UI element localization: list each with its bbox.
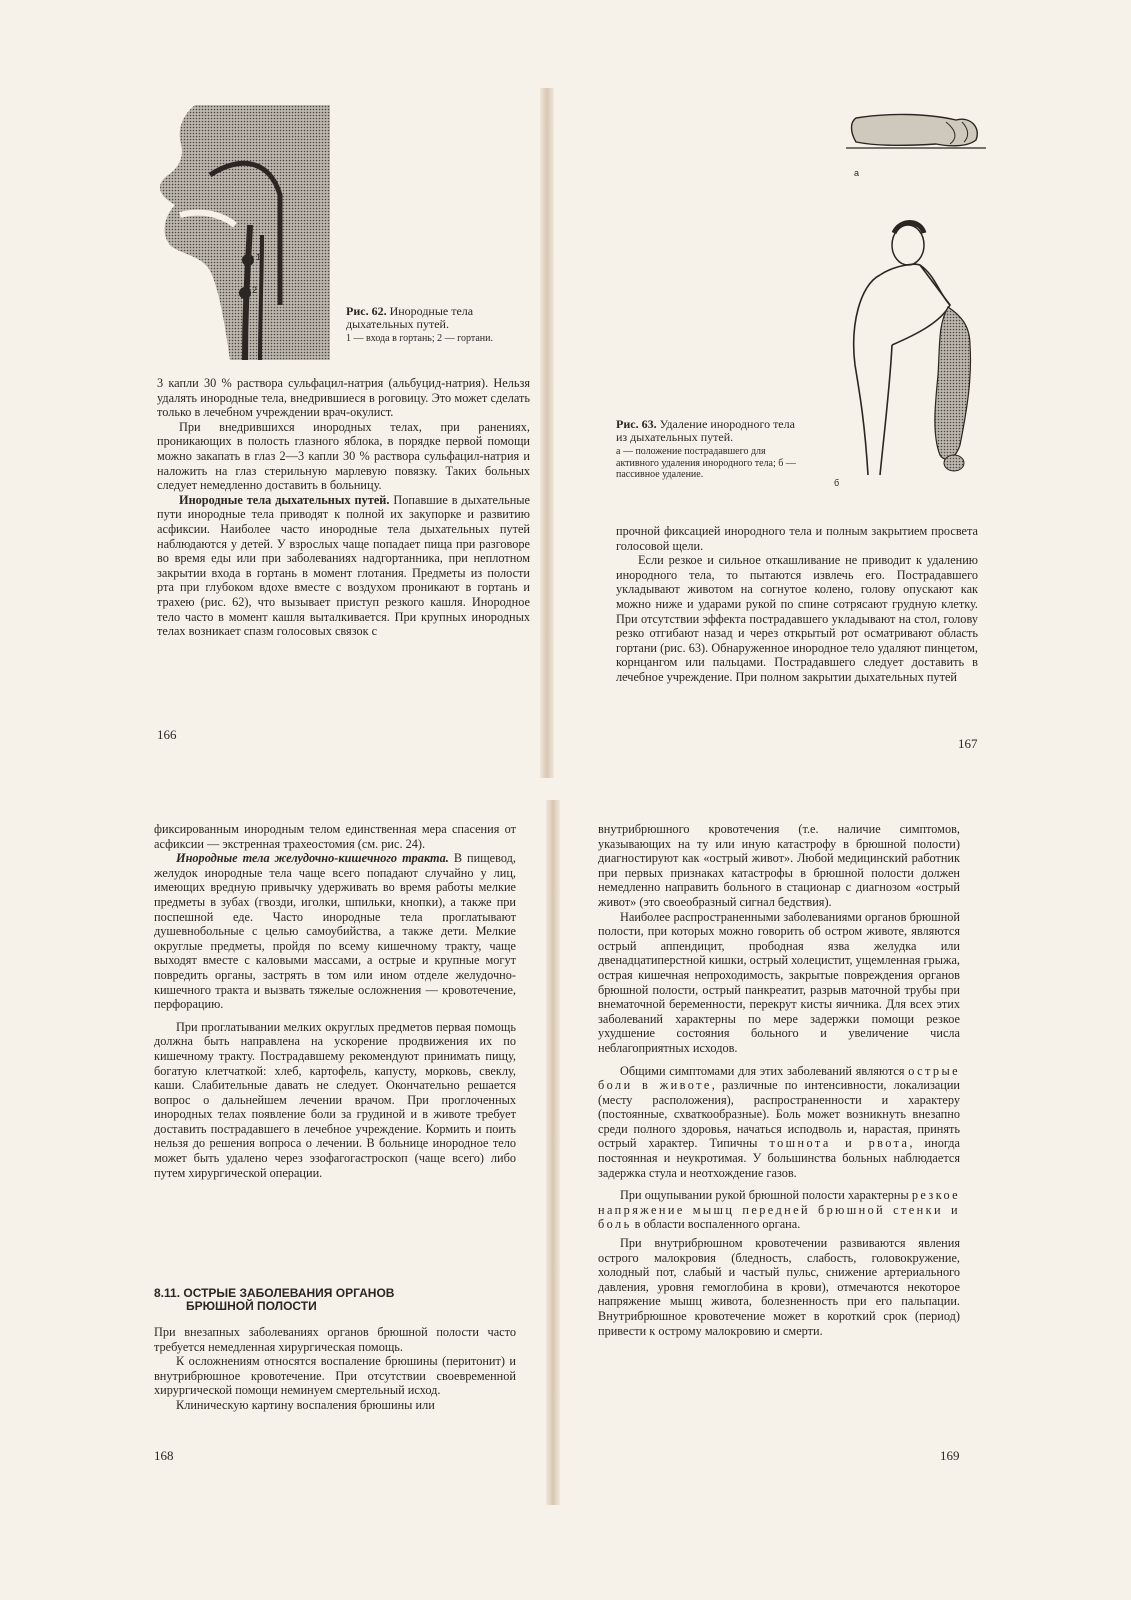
fig62-illustration — [150, 105, 330, 360]
symptoms-intro: Общими симптомами для этих заболеваний являются — [620, 1063, 909, 1078]
page-168-paragraph-2 — [154, 851, 516, 1012]
page-168-paragraph-5: К осложнениям относятся воспаление брюшины (перитонит) и внутрибрюшное кровотечение. При отсутствии своевременной хирургической помощи неминуем смертельный исход. — [154, 1354, 516, 1398]
page-number-167: 167 — [958, 736, 978, 751]
fig63-label-a: а — [854, 168, 860, 178]
fig63-caption-title: Удаление инородного тела из дыхательных путей. — [616, 417, 795, 444]
fig62-mark-2: 2 — [252, 285, 258, 295]
fig63b-illustration — [820, 205, 990, 480]
page-168-paragraph-3: При проглатывании мелких округлых предметов первая помощь должна быть направлена на ускорение продвижения их по кишечному тракту. Пострадавшему рекомендуют принимать пищу, богатую клетчаткой: хлеб, картофель, капусту, морковь, свеклу, каши. Слабительные давать не следует. Окончательно решается вопрос о дальнейшем лечении врачом. При проглоченных инородных телах появление боли за грудиной и в животе требует доставить пострадавшего в лечебное учреждение. Кормить и поить нельзя до решения вопроса о лечении. В больнице инородное тело может быть удалено через эзофагогастроскоп (чаще всего) либо путем хирургической операции. — [154, 1019, 516, 1180]
section-heading-8-11 — [154, 1287, 516, 1313]
page-168-paragraph-4: При внезапных заболеваниях органов брюшной полости часто требуется немедленная хирургическая помощь. — [154, 1325, 516, 1354]
fig63a-illustration — [846, 108, 986, 168]
page-167-text — [616, 524, 978, 685]
fig62-caption-title: Инородные тела дыхательных путей. — [346, 304, 474, 331]
page-167-paragraph-2: Если резкое и сильное откашливание не приводит к удалению инородного тела, то пытаются извлечь его. Пострадавшего укладывают животом на согнутое колено, голову опускают как можно ниже и ударами рукой по спине сотрясают грудную клетку. При отсутствии эффекта пострадавшего укладывают на стол, голову резко отгибают назад и через открытый рот осматривают область гортани (рис. 63). Обнаруженное инородное тело удаляют пинцетом, корнцангом или пальцами. Пострадавшего следует доставить в лечебное учреждение. При полном закрытии дыхательных путей — [616, 553, 978, 684]
fig63-label-b: б — [834, 478, 840, 488]
page-gutter-top — [540, 88, 554, 778]
gi-foreign-bodies-text: В пищевод, желудок инородные тела чаще всего попадают случайно у лиц, имеющих вредную привычку удерживать во время работы мелкие предметы в зубах (гвозди, иголки, шпильки, кнопки), а также при поспешной еде. Часто инородные тела проглатывают душевнобольные с целью самоубийства, а также дети. Мелкие округлые предметы, пройдя по всему кишечному тракту, чаще выходят вместе с каловыми массами, а острые и крупные могут повредить органы, застрять в том или ином отделе желудочно-кишечного тракта и вызвать тяжелые осложнения — кровотечение, перфорацию. — [154, 851, 516, 1012]
page-169-paragraph-5: При внутрибрюшном кровотечении развиваются явления острого малокровия (бледность, слабость, головокружение, холодный пот, слабый и частый пульс, снижение артериального давления, уровня гемоглобина в крови), отмечаются некоторое напряжение мышц живота, болезненность при его пальпации. Внутрибрюшное кровотечение может в короткий срок (период) привести к острому малокровию и смерти. — [598, 1236, 960, 1338]
page-number-166: 166 — [157, 727, 177, 742]
respiratory-foreign-bodies-text: Попавшие в дыхательные пути инородные тела приводят к полной их закупорке и развитию асфиксии. Наиболее часто инородные тела дыхательных путей наблюдаются у детей. У взрослых чаще попадает пища при разговоре во время еды или при заболеваниях надгортанника, при неплотном закрытии входа в гортань в момент глотания. Предметы из полости рта при глубоком вдохе вместе с воздухом проникают в гортань и трахею (рис. 62), что вызывает приступ резкого кашля. Инородное тело часто в момент кашля выталкивается. При крупных инородных телах возникает спазм голосовых связок с — [157, 492, 531, 639]
page-166-paragraph-1: 3 капли 30 % раствора сульфацил-натрия (альбуцид-натрия). Нельзя удалять инородные тела, внедрившиеся в роговицу. Это может сделать только в лечебном учреждении врач-окулист. — [157, 376, 530, 420]
symptom-acute-pain: острые боли в животе — [598, 1063, 960, 1093]
fig63-caption-prefix: Рис. 63. — [616, 417, 657, 431]
page-166-paragraph-3 — [157, 493, 530, 639]
page-gutter-bottom — [546, 800, 560, 1505]
page-168-paragraph-1: фиксированным инородным телом единственная мера спасения от асфиксии — экстренная трахеостомия (см. рис. 24). — [154, 822, 516, 851]
palpation-end: в области воспаленного органа. — [631, 1217, 801, 1232]
page-168-text-top — [154, 822, 516, 1180]
page-169-paragraph-4 — [598, 1188, 960, 1232]
page-169-paragraph-2: Наиболее распространенными заболеваниями органов брюшной полости, при которых можно говорить об остром животе, являются острый аппендицит, прободная язва желудка или двенадцатиперстной кишки, острый холецистит, ущемленная грыжа, острая кишечная непроходимость, закрытые повреждения органов брюшной полости, острый панкреатит, разрыв маточной трубы при внематочной беременности, перекрут кисты яичника. Для всех этих заболеваний характерны по мере задержки помощи резкое ухудшение состояния больного и увеличение числа неблагоприятных исходов. — [598, 909, 960, 1055]
page-169-text — [598, 822, 960, 1338]
palpation-intro: При ощупывании рукой брюшной полости характерны — [620, 1188, 912, 1203]
page-168-text-bottom — [154, 1325, 516, 1413]
fig62-mark-1: 1 — [256, 252, 262, 262]
page-169-paragraph-3 — [598, 1064, 960, 1181]
section-heading-line-2: БРЮШНОЙ ПОЛОСТИ — [186, 1299, 317, 1313]
symptoms-middle: , различные по интенсивности, локализации (месту расположения), распространенности и характеру (постоянные, схваткообразные). Боль может возникнуть внезапно среди полного здоровья, начаться исподволь и, нарастая, принять острый характер. Типичны — [598, 1078, 960, 1151]
section-heading-line-1: 8.11. ОСТРЫЕ ЗАБОЛЕВАНИЯ ОРГАНОВ — [154, 1286, 395, 1300]
page-169-paragraph-1: внутрибрюшного кровотечения (т.е. наличие симптомов, указывающих на ту или иную катастрофу в брюшной полости) диагностируют как «острый живот». Любой медицинский работник при первых признаках катастрофы в брюшной полости должен немедленно направить больного в стационар с диагнозом «острый живот» (это своеобразный сигнал бедствия). — [598, 822, 960, 909]
symptom-nausea-vomiting: тошнота и рвота — [769, 1136, 910, 1151]
symptoms-end: , иногда постоянная и неукротимая. У большинства больных наблюдается задержка стула и неотхождение газов. — [598, 1136, 961, 1180]
fig62-caption-prefix: Рис. 62. — [346, 304, 387, 318]
fig63-caption-detail: а — положение пострадавшего для активного удаления инородного тела; б — пассивное удаление. — [616, 446, 796, 480]
page-166-text — [157, 376, 530, 639]
fig62-caption — [346, 305, 530, 345]
fig62-caption-detail: 1 — входа в гортань; 2 — гортани. — [346, 333, 493, 344]
page-166-paragraph-2: При внедрившихся инородных телах, при ранениях, проникающих в полость глазного яблока, в порядке первой помощи можно закапать в глаз 2—3 капли 30 % раствора сульфацил-натрия и наложить на глаз стерильную марлевую повязку. Таких больных следует немедленно доставить в больницу. — [157, 419, 530, 493]
gi-foreign-bodies-lead: Инородные тела желудочно-кишечного тракта. — [176, 851, 449, 866]
page-number-169: 169 — [940, 1448, 960, 1463]
respiratory-foreign-bodies-lead: Инородные тела дыхательных путей. — [179, 492, 390, 507]
palpation-sign: резкое напряжение мышц передней брюшной стенки и боль — [598, 1188, 960, 1232]
page-number-168: 168 — [154, 1448, 174, 1463]
page-168-paragraph-6: Клиническую картину воспаления брюшины или — [176, 1397, 435, 1412]
fig63-caption — [616, 418, 808, 481]
page-167-paragraph-1: прочной фиксацией инородного тела и полным закрытием просвета голосовой щели. — [616, 524, 978, 553]
